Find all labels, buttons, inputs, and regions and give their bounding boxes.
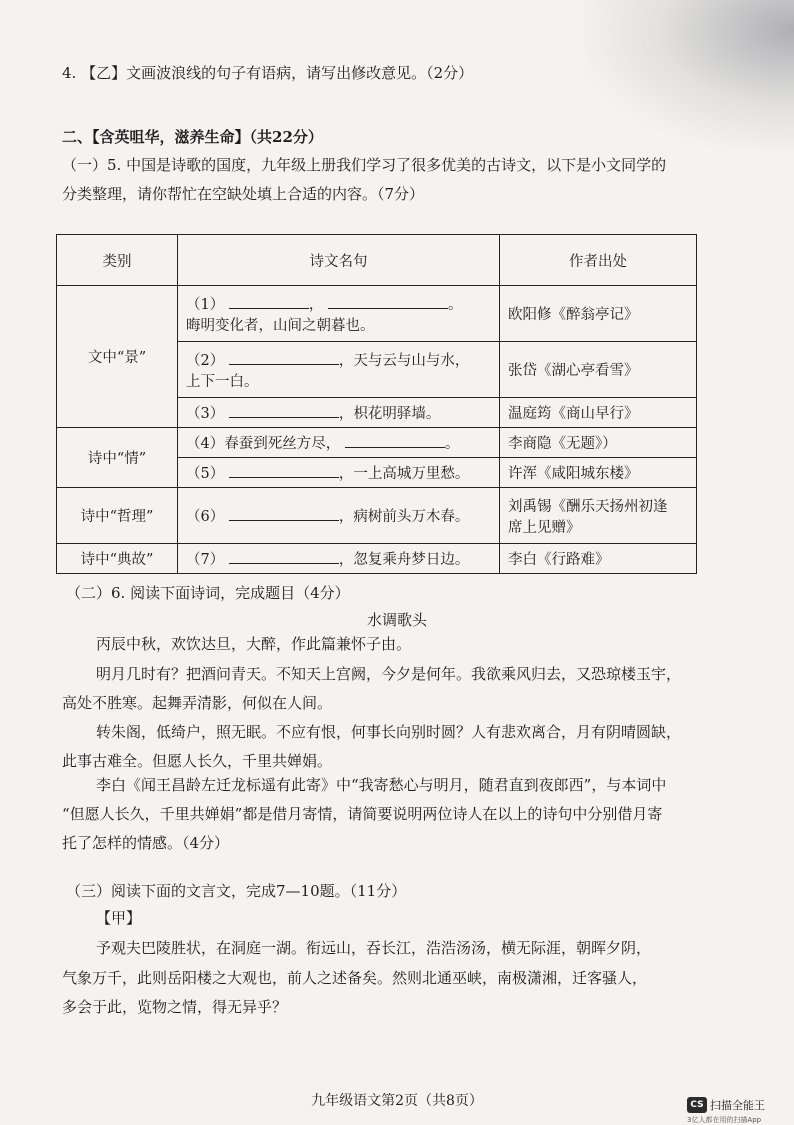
section-2-heading: 二、【含英咀华，滋养生命】（共22分） bbox=[62, 128, 323, 146]
source-cell: 温庭筠《商山早行》 bbox=[500, 398, 697, 428]
part-2-heading: （二）6. 阅读下面诗词，完成题目（4分） bbox=[66, 584, 350, 602]
question-6: 李白《闻王昌龄左迁龙标遥有此寄》中“我寄愁心与明月，随君直到夜郎西”，与本词中 bbox=[96, 776, 667, 794]
question-6-cont: “但愿人长久，千里共婵娟”都是借月寄情，请简要说明两位诗人在以上的诗句中分别借月寄 bbox=[62, 805, 663, 823]
table-row bbox=[57, 286, 697, 342]
question-4: 4. 【乙】文画波浪线的句子有语病，请写出修改意见。（2分） bbox=[62, 64, 474, 82]
passage-jia-cont: 多会于此，览物之情，得无异乎？ bbox=[62, 998, 288, 1016]
line-cell: （3） ，枳花明驿墙。 bbox=[178, 398, 500, 428]
poem-stanza-2: 转朱阁，低绮户，照无眠。不应有恨，何事长向别时圆？人有悲欢离合，月有阴晴圆缺， bbox=[96, 723, 682, 741]
answer-blank[interactable] bbox=[229, 350, 339, 365]
line-cell: （5） ，一上高城万里愁。 bbox=[178, 458, 500, 488]
line-cell: （7） ，忽复乘舟梦日边。 bbox=[178, 544, 500, 574]
line-cell: （1） ， 。 晦明变化者，山间之朝暮也。 bbox=[178, 286, 500, 342]
brand-tagline: 3亿人都在用的扫描App bbox=[687, 1116, 762, 1124]
source-cell: 欧阳修《醉翁亭记》 bbox=[500, 286, 697, 342]
header-source: 作者出处 bbox=[500, 235, 697, 286]
category-zheli: 诗中“哲理” bbox=[57, 488, 178, 544]
page-footer: 九年级语文第2页（共8页） bbox=[311, 1093, 483, 1109]
answer-blank[interactable] bbox=[328, 294, 448, 309]
poem-stanza-1: 明月几时有？把酒问青天。不知天上宫阙，今夕是何年。我欲乘风归去，又恐琼楼玉宇， bbox=[96, 665, 682, 683]
source-cell: 许浑《咸阳城东楼》 bbox=[500, 458, 697, 488]
poem-preface: 丙辰中秋，欢饮达旦，大醉，作此篇兼怀子由。 bbox=[96, 635, 412, 653]
answer-blank[interactable] bbox=[229, 403, 339, 418]
camscanner-icon: CS bbox=[687, 1097, 707, 1113]
passage-jia-cont: 气象万千，此则岳阳楼之大观也，前人之述备矣。然则北通巫峡，南极潇湘，迁客骚人， bbox=[62, 969, 648, 987]
source-cell: 刘禹锡《酬乐天扬州初逢 席上见赠》 bbox=[500, 488, 697, 544]
table-row bbox=[57, 428, 697, 458]
source-cell: 张岱《湖心亭看雪》 bbox=[500, 342, 697, 398]
part-1-intro-cont: 分类整理，请你帮忙在空缺处填上合适的内容。（7分） bbox=[62, 185, 425, 203]
table-row bbox=[57, 544, 697, 574]
part-1-intro: （一）5. 中国是诗歌的国度，九年级上册我们学习了很多优美的古诗文，以下是小文同学的 bbox=[62, 156, 667, 174]
answer-blank[interactable] bbox=[345, 433, 445, 448]
passage-jia-label: 【甲】 bbox=[96, 909, 142, 927]
answer-blank[interactable] bbox=[229, 294, 309, 309]
poem-stanza-1-cont: 高处不胜寒。起舞弄清影，何似在人间。 bbox=[62, 694, 333, 712]
line-cell: （4）春蚕到死丝方尽， 。 bbox=[178, 428, 500, 458]
answer-blank[interactable] bbox=[229, 549, 339, 564]
table-header-row bbox=[57, 235, 697, 286]
answer-blank[interactable] bbox=[229, 463, 339, 478]
line-cell: （2） ，天与云与山与水， 上下一白。 bbox=[178, 342, 500, 398]
source-cell: 李白《行路难》 bbox=[500, 544, 697, 574]
header-lines: 诗文名句 bbox=[178, 235, 500, 286]
category-qing: 诗中“情” bbox=[57, 428, 178, 488]
poem-title: 水调歌头 bbox=[366, 611, 427, 629]
table-row bbox=[57, 488, 697, 544]
header-category: 类别 bbox=[57, 235, 178, 286]
poem-stanza-2-cont: 此事古难全。但愿人长久，千里共婵娟。 bbox=[62, 752, 333, 770]
scanner-watermark bbox=[687, 1094, 787, 1125]
answer-blank[interactable] bbox=[229, 506, 339, 521]
line-cell: （6） ，病树前头万木春。 bbox=[178, 488, 500, 544]
source-cell: 李商隐《无题》） bbox=[500, 428, 697, 458]
brand-name: 扫描全能王 bbox=[710, 1098, 765, 1112]
poetry-table bbox=[56, 234, 697, 574]
category-diangu: 诗中“典故” bbox=[57, 544, 178, 574]
category-jing: 文中“景” bbox=[57, 286, 178, 428]
part-3-heading: （三）阅读下面的文言文，完成7—10题。（11分） bbox=[66, 882, 407, 900]
scan-shadow bbox=[584, 0, 794, 150]
passage-jia: 予观夫巴陵胜状，在洞庭一湖。衔远山，吞长江，浩浩汤汤，横无际涯，朝晖夕阴， bbox=[96, 939, 652, 957]
question-6-cont: 托了怎样的情感。（4分） bbox=[62, 834, 230, 852]
